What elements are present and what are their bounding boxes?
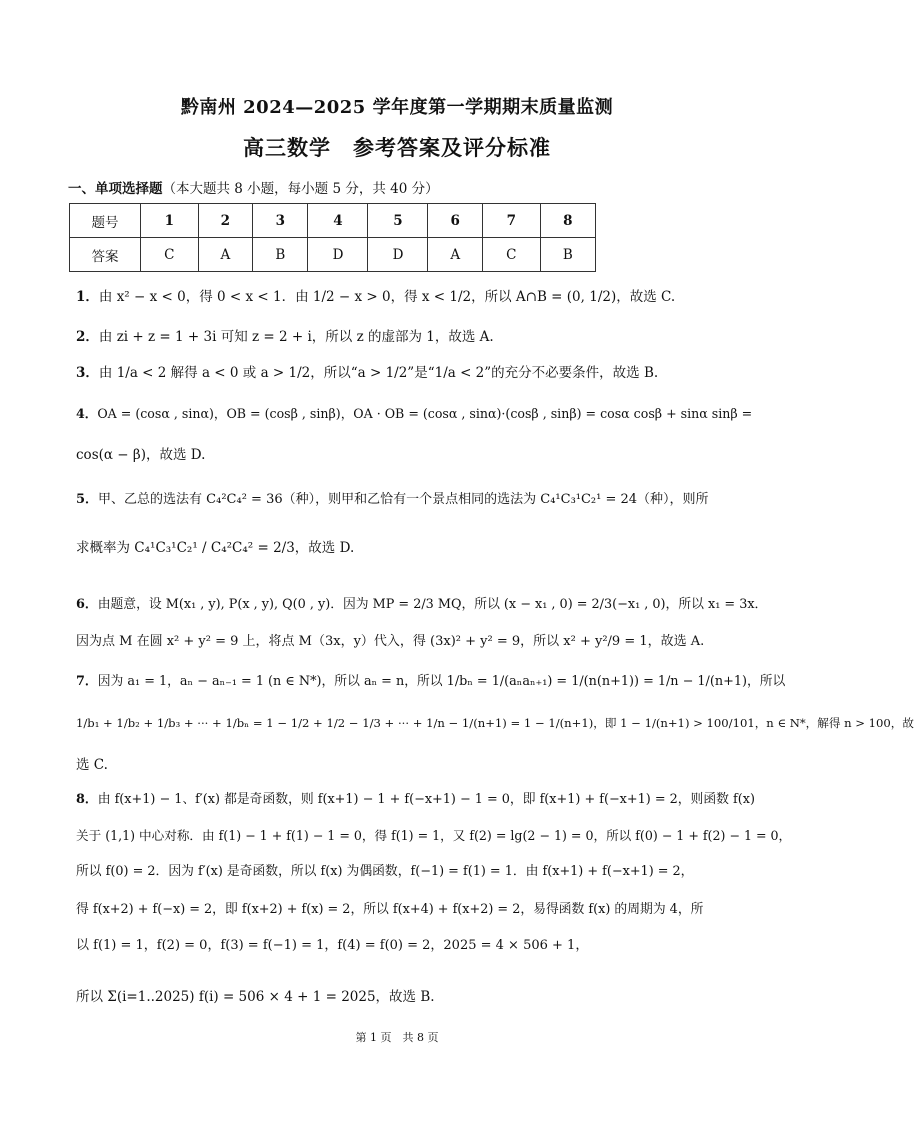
solution-text: 所以 f(0) = 2．因为 f′(x) 是奇函数，所以 f(x) 为偶函数，f(−1) = f(1) = 1．由 f(x+1) + f(−x+1) = 2， [76, 864, 694, 879]
solution-text: 以 f(1) = 1，f(2) = 0，f(3) = f(−1) = 1，f(4) = f(0) = 2，2025 = 4 × 506 + 1， [76, 938, 589, 953]
solution-5-line-1 [76, 490, 709, 510]
solution-text: 得 f(x+2) + f(−x) = 2，即 f(x+2) + f(x) = 2，所以 f(x+4) + f(x+2) = 2，易得函数 f(x) 的周期为 4，所 [76, 902, 704, 917]
solution-text: 甲、乙总的选法有 C₄²C₄² = 36（种），则甲和乙恰有一个景点相同的选法为 C₄¹C₃¹C₂¹ = 24（种），则所 [98, 492, 709, 507]
solution-7-line-2 [76, 713, 914, 733]
solution-2 [76, 327, 494, 347]
answer-cell: A [428, 238, 483, 272]
answer-cell: D [368, 238, 428, 272]
solution-8-line-2 [76, 826, 791, 846]
solution-8-line-1 [76, 790, 755, 810]
q-number: 1． [76, 289, 99, 305]
answer-cell: A [198, 238, 253, 272]
solution-4-line-2 [76, 445, 205, 465]
document-subtitle: 高三数学 参考答案及评分标准 [243, 135, 551, 160]
solution-3 [76, 363, 658, 383]
solution-text: cos(α − β)，故选 D. [76, 447, 206, 463]
solution-text: 求概率为 C₄¹C₃¹C₂¹ / C₄²C₄² = 2/3，故选 D. [76, 540, 355, 556]
answer-table [69, 203, 596, 272]
question-number-cell: 5 [368, 204, 428, 238]
question-number-cell: 7 [483, 204, 541, 238]
solution-8-line-5 [76, 936, 588, 956]
answer-cell: B [253, 238, 308, 272]
solution-7-line-1 [76, 672, 785, 692]
row-label-number: 题号 [70, 204, 141, 238]
solution-5-line-2 [76, 538, 354, 558]
q-number: 3． [76, 365, 99, 381]
question-number-row [70, 204, 596, 238]
solution-text: 由 x² − x < 0，得 0 < x < 1．由 1/2 − x > 0，得 x < 1/2，所以 A∩B = (0, 1/2)，故选 C. [98, 289, 676, 305]
document-title: 黔南州 2024—2025 学年度第一学期期末质量监测 [180, 97, 614, 118]
solution-text: 因为点 M 在圆 x² + y² = 9 上，将点 M（3x，y）代入，得 (3x)² + y² = 9，所以 x² + y²/9 = 1，故选 A. [76, 634, 705, 649]
solution-1 [76, 287, 675, 307]
solution-7-line-3 [76, 755, 108, 775]
solution-text: 由题意，设 M(x₁ , y), P(x , y), Q(0 , y)．因为 MP = 2/3 MQ，所以 (x − x₁ , 0) = 2/3(−x₁ , 0)，所以 x₁ = 3x． [97, 597, 768, 612]
question-number-cell: 2 [198, 204, 253, 238]
solution-text: OA = (cosα , sinα)，OB = (cosβ , sinβ)，OA · OB = (cosα , sinα)·(cosβ , sinβ) = cosα cosβ + sinα sinβ = [97, 406, 753, 421]
answer-cell: B [540, 238, 595, 272]
solution-text: 因为 a₁ = 1，aₙ − aₙ₋₁ = 1 (n ∈ N*)，所以 aₙ = n，所以 1/bₙ = 1/(aₙaₙ₊₁) = 1/(n(n+1)) = 1/n − 1/(n+1)，所以 [97, 674, 786, 689]
q-number: 7． [76, 674, 98, 689]
solution-8-line-3 [76, 862, 693, 882]
q-number: 6． [76, 597, 98, 612]
question-number-cell: 3 [253, 204, 308, 238]
q-number: 2． [76, 329, 99, 345]
q-number: 4． [76, 406, 98, 421]
question-number-cell: 1 [141, 204, 199, 238]
solution-text: 由 1/a < 2 解得 a < 0 或 a > 1/2，所以“a > 1/2”是“1/a < 2”的充分不必要条件，故选 B. [98, 365, 659, 381]
solution-text: 关于 (1,1) 中心对称．由 f(1) − 1 + f(1) − 1 = 0，得 f(1) = 1，又 f(2) = lg(2 − 1) = 0，所以 f(0) − 1 + f(2) − 1 = 0， [76, 828, 792, 843]
solution-text: 1/b₁ + 1/b₂ + 1/b₃ + ··· + 1/bₙ = 1 − 1/2 + 1/2 − 1/3 + ··· + 1/n − 1/(n+1) = 1 − 1/(n+1)，即 1 − 1/(n+1) > 100/101，n ∈ N*，解得 n > 100，故 [76, 716, 914, 730]
q-number: 5． [76, 492, 99, 507]
row-label-answer: 答案 [70, 238, 141, 272]
solution-text: 由 zi + z = 1 + 3i 可知 z = 2 + i，所以 z 的虚部为 1，故选 A. [98, 329, 494, 345]
page-footer: 第 1 页 共 8 页 [355, 1031, 439, 1044]
solution-8-line-4 [76, 900, 703, 920]
question-number-cell: 4 [308, 204, 368, 238]
answer-cell: C [483, 238, 541, 272]
solution-6-line-2 [76, 632, 704, 652]
question-number-cell: 8 [540, 204, 595, 238]
q-number: 8． [76, 792, 98, 807]
question-number-cell: 6 [428, 204, 483, 238]
answer-cell: C [141, 238, 199, 272]
solution-4-line-1 [76, 404, 752, 424]
solution-6-line-1 [76, 595, 767, 615]
section-name: 一、单项选择题 [68, 181, 163, 197]
solution-text: 所以 Σ(i=1..2025) f(i) = 506 × 4 + 1 = 2025，故选 B. [76, 989, 435, 1005]
solution-8-line-6 [76, 987, 435, 1007]
solution-text: 选 C. [76, 757, 108, 773]
section-note: （本大题共 8 小题，每小题 5 分，共 40 分） [162, 181, 439, 197]
section-heading [68, 177, 439, 197]
answer-cell: D [308, 238, 368, 272]
solution-text: 由 f(x+1) − 1、f′(x) 都是奇函数，则 f(x+1) − 1 + f(−x+1) − 1 = 0，即 f(x+1) + f(−x+1) = 2，则函数 f(x) [97, 792, 755, 807]
answer-row [70, 238, 596, 272]
